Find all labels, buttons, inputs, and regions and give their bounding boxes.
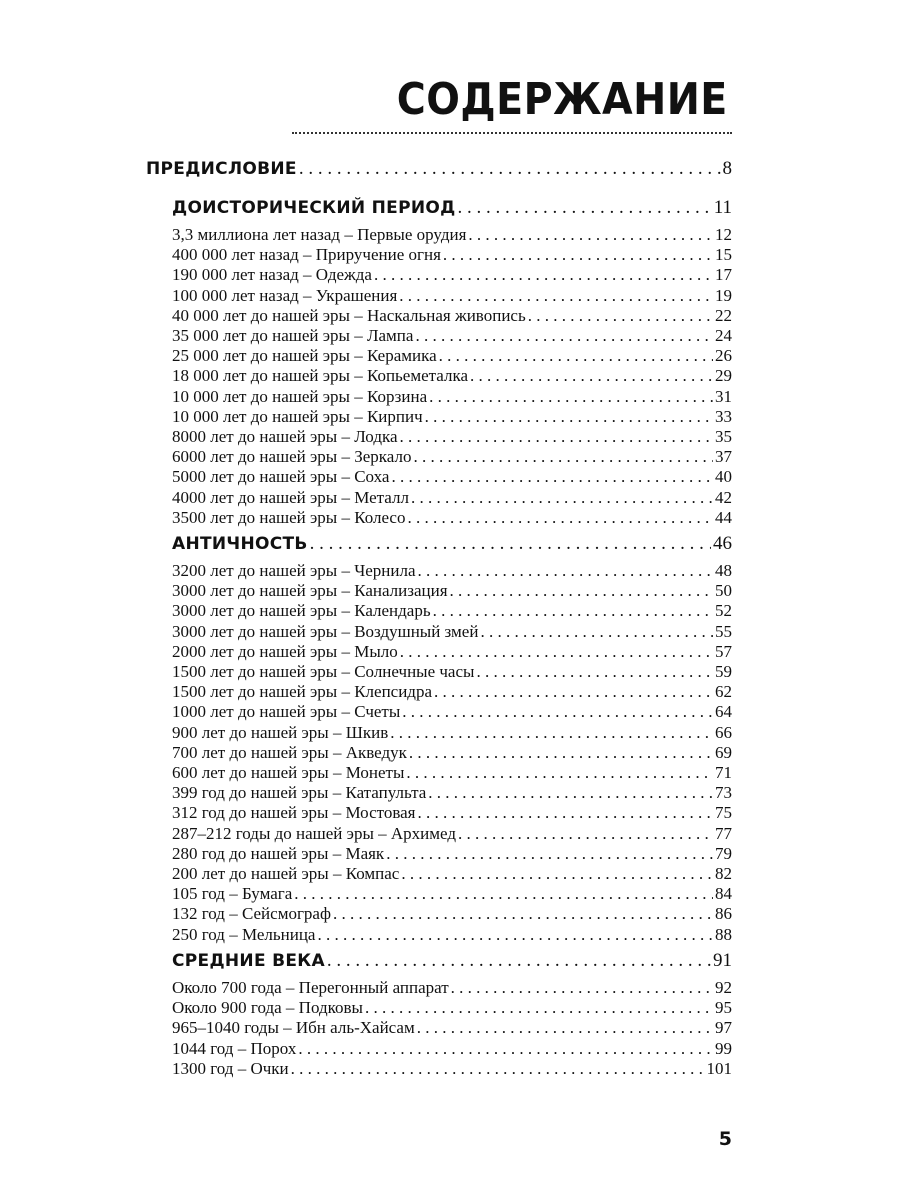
toc-entry-title: 1000 лет до нашей эры – Счеты [172, 702, 401, 722]
page-title: СОДЕРЖАНИЕ [396, 74, 728, 125]
toc-entry[interactable] [172, 1039, 732, 1059]
toc-entry-title: 4000 лет до нашей эры – Металл [172, 487, 409, 507]
toc-leader [390, 723, 713, 743]
toc-leader [458, 197, 712, 219]
toc-leader [402, 702, 713, 722]
toc-leader [310, 533, 711, 555]
toc-leader [476, 662, 713, 682]
toc-entry-title: 100 000 лет назад – Украшения [172, 285, 398, 305]
toc-entry-title: 250 год – Мельница [172, 924, 316, 944]
toc-page: 59 [715, 662, 732, 681]
toc-entry-title: 3500 лет до нашей эры – Колесо [172, 507, 406, 527]
toc-entry[interactable] [172, 407, 732, 427]
toc-entry-title: Около 900 года – Подковы [172, 998, 363, 1018]
toc-entry-title: 280 год до нашей эры – Маяк [172, 843, 385, 863]
toc-entry-title: 6000 лет до нашей эры – Зеркало [172, 447, 412, 467]
toc-page: 26 [715, 346, 732, 366]
toc-entry[interactable] [172, 824, 732, 844]
toc-leader [418, 561, 713, 581]
toc-page: 48 [715, 561, 732, 580]
toc-entry-title: 399 год до нашей эры – Катапульта [172, 783, 427, 803]
toc-page: 29 [715, 366, 732, 386]
toc-entry-title: 400 000 лет назад – Приручение огня [172, 245, 441, 265]
toc-page: 31 [715, 386, 732, 406]
toc-leader [425, 407, 713, 427]
toc-entry[interactable] [172, 803, 732, 823]
toc-entry-title: 700 лет до нашей эры – Акведук [172, 742, 407, 762]
toc-entry-title: 40 000 лет до нашей эры – Наскальная живопись [172, 305, 526, 325]
toc-leader [480, 622, 713, 642]
toc-section-title: СРЕДНИЕ ВЕКА [172, 951, 325, 971]
toc-leader [443, 245, 713, 265]
toc-entry-title: 1500 лет до нашей эры – Солнечные часы [172, 662, 475, 681]
toc-entry[interactable] [172, 702, 732, 722]
toc-entry-title: 3000 лет до нашей эры – Воздушный змей [172, 621, 479, 641]
toc-page: 66 [715, 722, 732, 742]
toc-entry[interactable] [172, 225, 732, 245]
toc-entry[interactable] [172, 245, 732, 265]
toc-page: 77 [715, 823, 732, 843]
toc-section-row[interactable] [172, 950, 732, 972]
toc-section-title: ПРЕДИСЛОВИЕ [146, 159, 297, 179]
toc-entry[interactable] [172, 662, 732, 682]
toc-leader [417, 1018, 713, 1038]
toc-section-row[interactable] [172, 197, 732, 219]
toc-entry-title: 190 000 лет назад – Одежда [172, 265, 372, 285]
toc-entry[interactable] [172, 783, 732, 803]
toc-entry[interactable] [172, 1059, 732, 1079]
toc-leader [433, 601, 713, 621]
toc-leader [299, 158, 721, 180]
toc-page: 8 [722, 158, 732, 179]
toc-leader [450, 581, 713, 601]
toc-page: 44 [715, 507, 732, 527]
toc-entry-title: 8000 лет до нашей эры – Лодка [172, 427, 398, 446]
toc-entry-title: 1500 лет до нашей эры – Клепсидра [172, 682, 433, 702]
toc-page: 82 [715, 864, 732, 883]
toc-entry-title: 312 год до нашей эры – Мостовая [172, 803, 416, 823]
toc-page: 79 [715, 843, 732, 863]
toc-leader [386, 844, 713, 864]
toc-entry-title: 3000 лет до нашей эры – Канализация [172, 581, 448, 601]
toc-entry[interactable] [172, 844, 732, 864]
toc-page: 52 [715, 601, 732, 621]
toc-page: 101 [706, 1058, 732, 1078]
toc-leader [365, 998, 713, 1018]
toc-leader [428, 783, 713, 803]
toc-entry-title: 600 лет до нашей эры – Монеты [172, 763, 405, 782]
toc-entry[interactable] [172, 884, 732, 904]
toc-entry[interactable] [172, 925, 732, 945]
toc-page: 95 [715, 998, 732, 1018]
toc-entry-title: 105 год – Бумага [172, 884, 293, 904]
toc-entry[interactable] [172, 743, 732, 763]
toc-section-title: ДОИСТОРИЧЕСКИЙ ПЕРИОД [172, 198, 456, 218]
toc-leader [333, 904, 713, 924]
toc-entry[interactable] [172, 904, 732, 924]
toc-leader [401, 864, 713, 884]
toc-page: 64 [715, 702, 732, 722]
toc-entry-title: 287–212 годы до нашей эры – Архимед [172, 823, 456, 843]
toc-page: 84 [715, 884, 732, 904]
toc-page: 62 [715, 682, 732, 702]
toc-page: 97 [715, 1018, 732, 1038]
toc-entry[interactable] [172, 467, 732, 487]
toc-entry-title: 3000 лет до нашей эры – Календарь [172, 601, 431, 621]
toc-page: 19 [715, 285, 732, 305]
toc-entry-title: 3200 лет до нашей эры – Чернила [172, 561, 416, 580]
toc-entry-title: 1300 год – Очки [172, 1058, 289, 1078]
toc-page: 73 [715, 783, 732, 803]
toc-page: 50 [715, 581, 732, 601]
toc-entry[interactable] [172, 601, 732, 621]
toc-entry-title: 35 000 лет до нашей эры – Лампа [172, 326, 414, 345]
toc-leader [470, 366, 713, 386]
toc-entry[interactable] [172, 265, 732, 285]
toc-page: 35 [715, 427, 732, 446]
toc-entry[interactable] [172, 1018, 732, 1038]
toc-entry[interactable] [172, 488, 732, 508]
toc-entry[interactable] [172, 508, 732, 528]
toc-entry-title: 18 000 лет до нашей эры – Копьеметалка [172, 366, 469, 386]
toc-entry[interactable] [172, 427, 732, 447]
toc-entry[interactable] [172, 581, 732, 601]
toc-entry[interactable] [172, 864, 732, 884]
toc-page: 42 [715, 487, 732, 507]
toc-leader [451, 978, 713, 998]
toc-page: 91 [713, 950, 732, 971]
toc-entry[interactable] [172, 763, 732, 783]
toc-page: 24 [715, 326, 732, 345]
toc-page: 37 [715, 447, 732, 467]
toc-leader [411, 488, 713, 508]
toc-section-title: АНТИЧНОСТЬ [172, 534, 308, 554]
page-number: 5 [718, 1128, 732, 1150]
toc-leader [291, 1059, 705, 1079]
toc-page: 55 [715, 621, 732, 641]
toc-entry[interactable] [172, 286, 732, 306]
toc-page: 40 [715, 467, 732, 487]
toc-entry[interactable] [172, 447, 732, 467]
toc-entry[interactable] [172, 723, 732, 743]
toc-leader [458, 824, 713, 844]
toc-leader [391, 467, 713, 487]
toc-leader [374, 265, 713, 285]
toc-leader [434, 682, 713, 702]
toc-page: 17 [715, 265, 732, 285]
toc-page: 57 [715, 641, 732, 661]
toc-entry[interactable] [172, 998, 732, 1018]
toc-leader [399, 286, 713, 306]
toc-entry[interactable] [172, 642, 732, 662]
toc-leader [418, 803, 714, 823]
toc-entry[interactable] [172, 366, 732, 386]
toc-entry[interactable] [172, 326, 732, 346]
toc-leader [298, 1039, 713, 1059]
toc-entry-title: 200 лет до нашей эры – Компас [172, 864, 400, 883]
toc-leader [400, 642, 713, 662]
toc-entry-title: 5000 лет до нашей эры – Соха [172, 467, 390, 487]
toc-page: 88 [715, 924, 732, 944]
toc-page: 33 [715, 406, 732, 426]
toc-page: 11 [713, 197, 732, 218]
toc-page: 46 [713, 533, 732, 554]
toc-entry-title: 2000 лет до нашей эры – Мыло [172, 641, 398, 661]
toc-entry[interactable] [172, 622, 732, 642]
toc-page: 99 [715, 1038, 732, 1058]
toc-leader [294, 884, 713, 904]
toc-leader [327, 950, 711, 972]
toc-entry-title: 25 000 лет до нашей эры – Керамика [172, 346, 437, 366]
toc-leader [400, 427, 713, 447]
toc-entry[interactable] [172, 978, 732, 998]
toc-leader [406, 763, 713, 783]
toc-entry-title: 132 год – Сейсмограф [172, 904, 331, 924]
toc-page: 22 [715, 305, 732, 325]
toc-entry-title: 10 000 лет до нашей эры – Кирпич [172, 406, 423, 426]
toc-section-row[interactable] [172, 533, 732, 555]
toc-entry[interactable] [172, 561, 732, 581]
toc-entry[interactable] [172, 306, 732, 326]
toc-entry-title: Около 700 года – Перегонный аппарат [172, 978, 449, 997]
toc-leader [317, 925, 713, 945]
toc-entry[interactable] [172, 387, 732, 407]
toc-leader [439, 346, 713, 366]
toc-entry[interactable] [172, 346, 732, 366]
toc-page: 12 [715, 225, 732, 244]
toc-entry-title: 3,3 миллиона лет назад – Первые орудия [172, 225, 467, 244]
toc-page: 15 [715, 245, 732, 265]
toc-page: 69 [715, 742, 732, 762]
toc-leader [429, 387, 713, 407]
toc-leader [409, 743, 713, 763]
toc-entry-title: 965–1040 годы – Ибн аль-Хайсам [172, 1018, 415, 1038]
toc-page: 92 [715, 978, 732, 997]
toc-entry-title: 900 лет до нашей эры – Шкив [172, 722, 389, 742]
toc-leader [407, 508, 713, 528]
toc-entry-title: 1044 год – Порох [172, 1038, 297, 1058]
toc-page: 75 [715, 803, 732, 823]
toc-preface[interactable] [146, 158, 732, 180]
toc-entry[interactable] [172, 682, 732, 702]
toc-leader [415, 326, 713, 346]
toc-leader [413, 447, 713, 467]
toc-leader [468, 225, 713, 245]
toc-leader [528, 306, 713, 326]
toc-page: 71 [715, 763, 732, 782]
toc-entry-title: 10 000 лет до нашей эры – Корзина [172, 386, 428, 406]
toc-page: 86 [715, 904, 732, 924]
